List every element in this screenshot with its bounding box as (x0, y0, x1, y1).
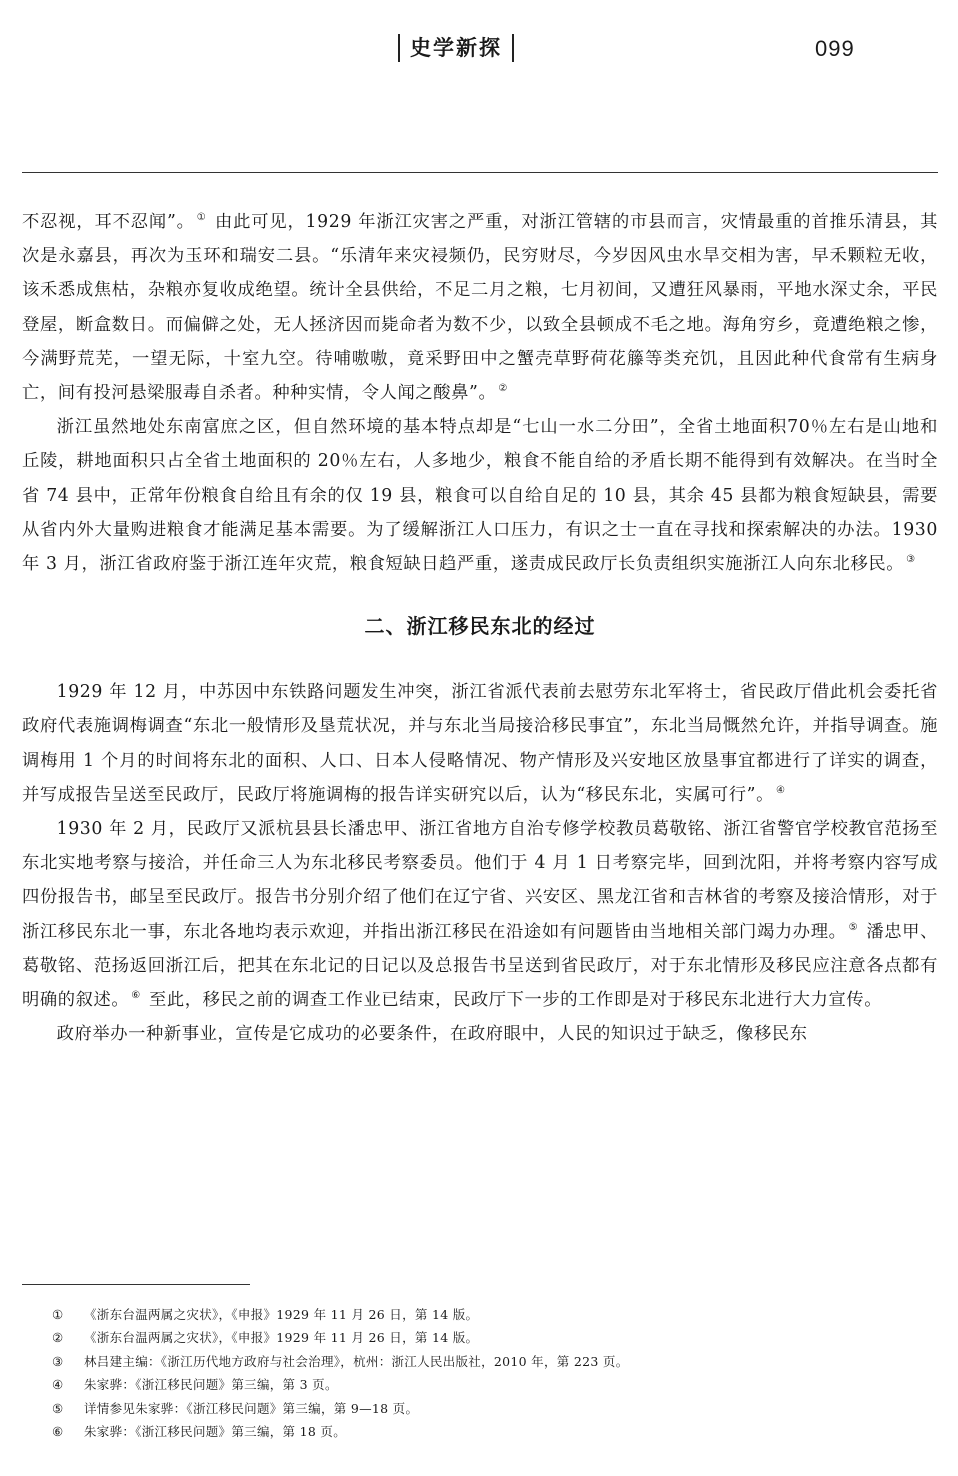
header-divider (22, 172, 938, 173)
footnote-4: ④ 朱家骅：《浙江移民问题》第三编，第 3 页。 (52, 1377, 338, 1393)
footnote-5: ⑤ 详情参见朱家骅：《浙江移民问题》第三编，第 9—18 页。 (52, 1400, 419, 1416)
section-heading: 二、浙江移民东北的经过 (364, 614, 596, 639)
footnote-ref-5[interactable]: ⑤ (848, 921, 859, 933)
footnote-1: ① 《浙东台温两属之灾状》，《申报》1929 年 11 月 26 日，第 14 版。 (52, 1307, 479, 1322)
footnote-6: ⑥ 朱家骅：《浙江移民问题》第三编，第 18 页。 (52, 1423, 347, 1439)
paragraph-2: 浙江虽然地处东南富庶之区，但自然环境的基本特点却是“七山一水二分田”，全省土地面积70％左右是山地和丘陵，耕地面积只占全省土地面积的 20％左右，人多地少，粮食不能自给的矛盾长期不能得到有效解决。在当时全省 74 县中，正常年份粮食自给且有余的仅 19 县，粮食可以自给自足的 10 县，其余 45 县都为粮食短缺县，需要从省内外大量购进粮食才能满足基本需要。为了缓解浙江人口压力，有识之士一直在寻找和探索解决的办法。1930 年 3 月，浙江省政府鉴于浙江连年灾荒，粮食短缺日趋严重，遂责成民政厅长负责组织实施浙江人向东北移民。 ③ (22, 417, 938, 575)
footnote-ref-6[interactable]: ⑥ (131, 990, 141, 1002)
footnote-2: ② 《浙东台温两属之灾状》，《申报》1929 年 11 月 26 日，第 14 版。 (52, 1330, 479, 1346)
footnote-ref-4[interactable]: ④ (776, 785, 786, 797)
paragraph-3: 1929 年 12 月，中苏因中东铁路问题发生冲突，浙江省派代表前去慰劳东北军将士，省民政厅借此机会委托省政府代表施调梅调查“东北一般情形及垦荒状况，并与东北当局接洽移民事宜”，东北当局慨然允许，并指导调查。施调梅用 1 个月的时间将东北的面积、人口、日本人侵略情况、物产情形及兴安地区放垦事宜都进行了详实的调查，并写成报告呈送至民政厅，民政厅将施调梅的报告详实研究以后，认为“移民东北，实属可行”。 ④ (22, 682, 938, 805)
body-text (22, 205, 938, 1051)
running-title: 史学新探 (398, 34, 514, 62)
footnote-divider (22, 1284, 250, 1285)
paragraph-5: 政府举办一种新事业，宣传是它成功的必要条件，在政府眼中，人民的知识过于缺乏，像移民东 (56, 1024, 808, 1045)
footnote-ref-2[interactable]: ② (498, 383, 508, 395)
footnote-3: ③ 林吕建主编：《浙江历代地方政府与社会治理》，杭州：浙江人民出版社，2010 年，第 223 页。 (52, 1353, 629, 1369)
page-number: 099 (815, 36, 855, 61)
paragraph-1: 不忍视，耳不忍闻”。 ① 由此可见，1929 年浙江灾害之严重，对浙江管辖的市县而言，灾情最重的首推乐清县，其次是永嘉县，再次为玉环和瑞安二县。“乐清年来灾祲频仍，民穷财尽，今岁因风虫水旱交相为害，早禾颗粒无收，该禾悉成焦枯，杂粮亦复收成绝望。统计全县供给，不足二月之粮，七月初间，又遭狂风暴雨，平地水深丈余，平民登屋，断盒数日。而偏僻之处，无人拯济因而毙命者为数不少，以致全县顿成不毛之地。海角穷乡，竟遭绝粮之惨，今满野荒芜，一望无际，十室九空。待哺嗷嗷，竟采野田中之蟹壳草野荷花籐等类充饥，且因此种代食常有生病身亡，间有投河悬梁服毒自杀者。种种实情，令人闻之酸鼻”。 ② (22, 212, 938, 404)
footnotes (52, 1303, 932, 1443)
page-header (0, 30, 958, 70)
paragraph-4: 1930 年 2 月，民政厅又派杭县县长潘忠甲、浙江省地方自治专修学校教员葛敬铭、浙江省警官学校教官范扬至东北实地考察与接洽，并任命三人为东北移民考察委员。他们于 4 月 1 日考察完毕，回到沈阳，并将考察内容写成四份报告书，邮呈至民政厅。报告书分别介绍了他们在辽宁省、兴安区、黑龙江省和吉林省的考察及接洽情形，对于浙江移民东北一事，东北各地均表示欢迎，并指出浙江移民在沿途如有问题皆由当地相关部门竭力办理。 ⑤ 潘忠甲、葛敬铭、范扬返回浙江后，把其在东北记的日记以及总报告书呈送到省民政厅，对于东北情形及移民应注意各点都有明确的叙述。 ⑥ 至此，移民之前的调查工作业已结束，民政厅下一步的工作即是对于移民东北进行大力宣传。 (22, 819, 938, 1011)
footnote-ref-3[interactable]: ③ (906, 554, 916, 566)
footnote-ref-1[interactable]: ① (196, 212, 207, 224)
